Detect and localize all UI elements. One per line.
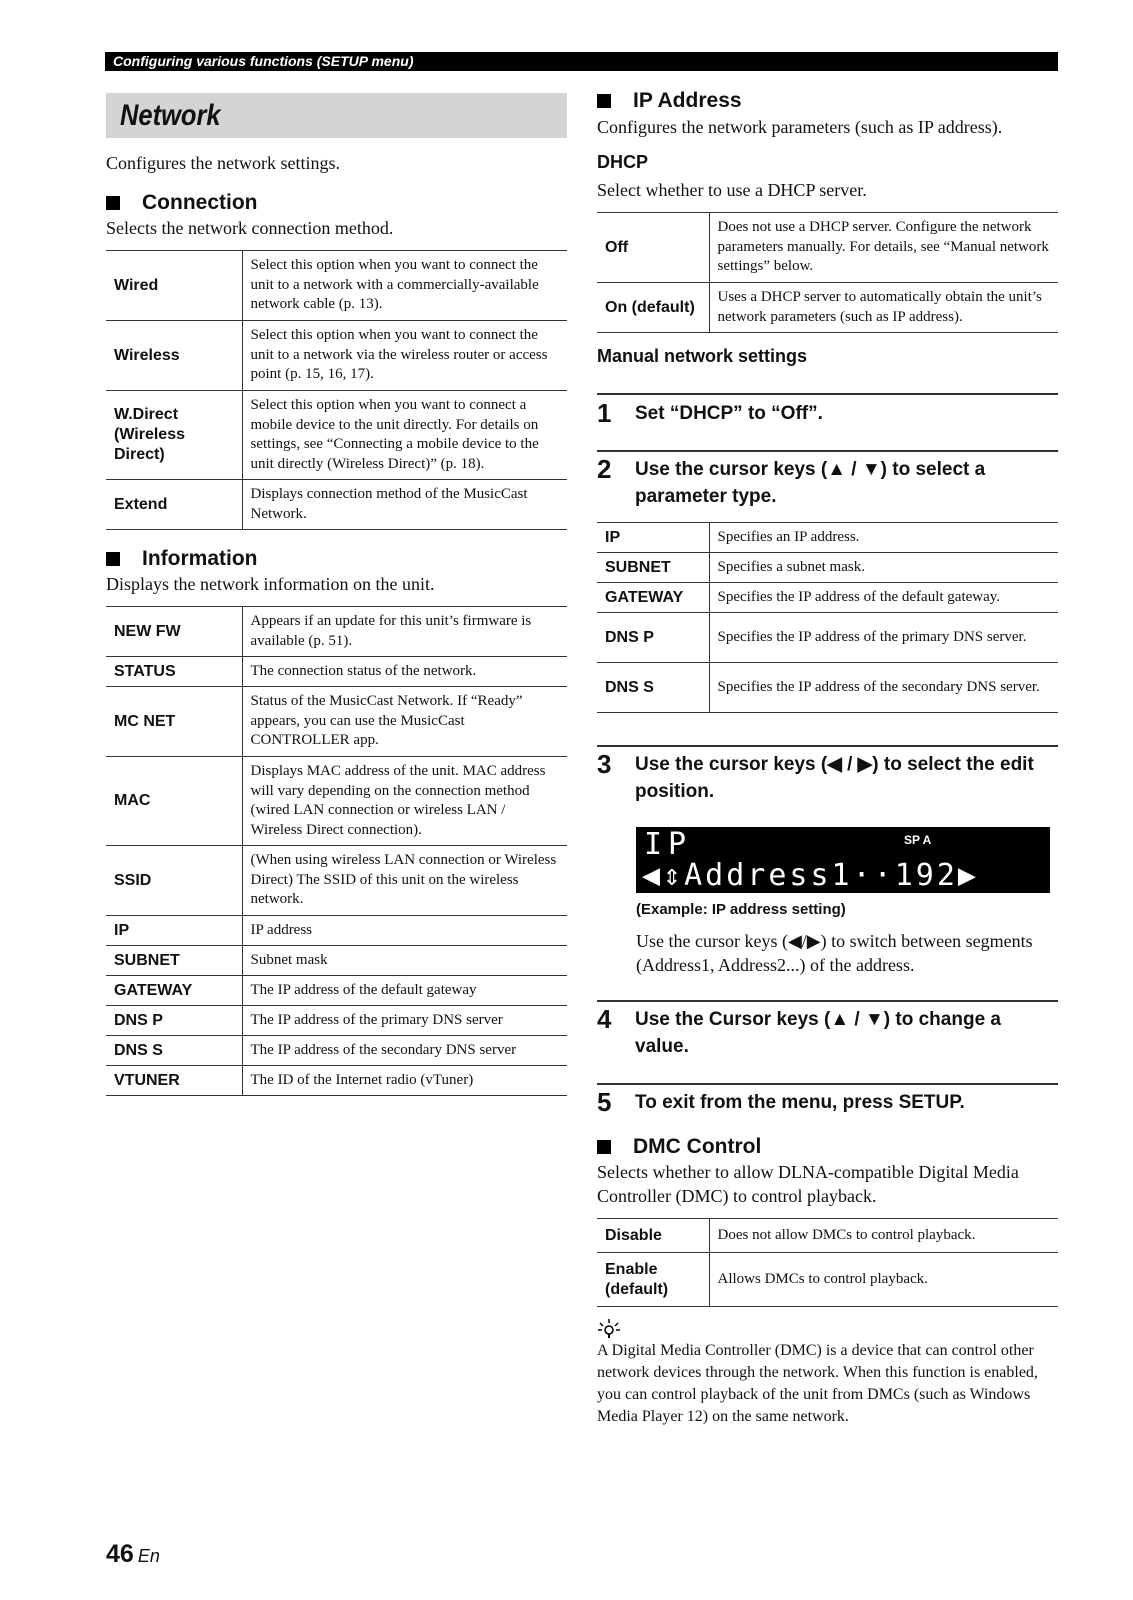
- option-value: Does not allow DMCs to control playback.: [717, 1226, 976, 1243]
- square-bullet-icon: [597, 94, 611, 108]
- table-row: [106, 1036, 567, 1066]
- option-value: (When using wireless LAN connection or Wireless Direct) The SSID of this unit on the wireless network.: [250, 852, 557, 908]
- step-5: [597, 1089, 1058, 1116]
- option-value: Displays MAC address of the unit. MAC address will vary depending on the connection method (wired LAN connection or wireless LAN / Wireless Direct connection).: [250, 763, 546, 838]
- step-divider: [597, 450, 1058, 452]
- option-value: Specifies the IP address of the primary DNS server.: [717, 628, 1027, 645]
- option-key: On (default): [597, 283, 709, 333]
- table-row: [597, 523, 1058, 553]
- option-value: The IP address of the secondary DNS server: [250, 1041, 517, 1058]
- option-key: Off: [597, 213, 709, 283]
- option-key: SUBNET: [106, 946, 242, 976]
- option-value: Displays connection method of the MusicCast Network.: [250, 486, 528, 522]
- option-key: DNS P: [106, 1006, 242, 1036]
- option-value: Does not use a DHCP server. Configure the network parameters manually. For details, see “Manual network settings” below.: [717, 219, 1049, 275]
- ip-address-description: Configures the network parameters (such as IP address).: [597, 117, 1003, 137]
- speaker-indicator: SP A: [904, 833, 932, 847]
- step-3-note: Use the cursor keys (◀/▶) to switch between segments (Address1, Address2...) of the address.: [636, 931, 1033, 975]
- table-row: [106, 391, 567, 480]
- step-4: [597, 1006, 1058, 1060]
- table-row: [597, 1219, 1058, 1253]
- option-key: Disable: [597, 1219, 709, 1253]
- table-row: [106, 480, 567, 530]
- table-row: [106, 607, 567, 657]
- step-text: Use the Cursor keys (▲ / ▼) to change a value.: [635, 1009, 1001, 1057]
- option-value: Specifies the IP address of the default gateway.: [717, 588, 1001, 605]
- option-value: Subnet mask: [250, 951, 328, 968]
- option-key: DNS P: [597, 613, 709, 663]
- connection-description: Selects the network connection method.: [106, 218, 394, 238]
- option-key: VTUNER: [106, 1066, 242, 1096]
- manual-settings-heading: Manual network settings: [597, 346, 808, 366]
- step-text: To exit from the menu, press SETUP.: [635, 1092, 965, 1113]
- option-value: Status of the MusicCast Network. If “Ready” appears, you can use the MusicCast CONTROLLER app.: [250, 693, 523, 749]
- option-value: The IP address of the primary DNS server: [250, 1011, 503, 1028]
- option-value: Allows DMCs to control playback.: [717, 1270, 928, 1287]
- display-line-1: IP: [644, 827, 693, 862]
- option-key: DNS S: [106, 1036, 242, 1066]
- table-row: [106, 757, 567, 846]
- option-value: Appears if an update for this unit’s firmware is available (p. 51).: [250, 613, 532, 649]
- table-row: [597, 1253, 1058, 1307]
- page-title: Network: [106, 93, 567, 138]
- dmc-hint-text: A Digital Media Controller (DMC) is a device that can control other network devices through the network. When this function is enabled, you can control playback of the unit from DMCs (such as Windows Media Player 12) on the same network.: [597, 1342, 1038, 1425]
- display-line-2: ◀⇕Address1··192▶: [642, 858, 979, 893]
- option-key: GATEWAY: [597, 583, 709, 613]
- option-key: NEW FW: [106, 607, 242, 657]
- option-key: GATEWAY: [106, 976, 242, 1006]
- step-divider: [597, 745, 1058, 747]
- step-number: 1: [597, 398, 612, 428]
- option-key: W.Direct (Wireless Direct): [106, 391, 242, 480]
- table-row: [106, 321, 567, 391]
- option-key: Wired: [106, 251, 242, 321]
- table-row: [106, 846, 567, 916]
- option-key: SSID: [106, 846, 242, 916]
- option-key: STATUS: [106, 657, 242, 687]
- step-2: [597, 456, 1058, 510]
- table-row: [106, 657, 567, 687]
- information-heading: Information: [106, 546, 258, 572]
- table-row: [106, 1006, 567, 1036]
- option-value: Specifies an IP address.: [717, 528, 860, 545]
- table-row: [597, 283, 1058, 333]
- square-bullet-icon: [597, 1140, 611, 1154]
- option-key: SUBNET: [597, 553, 709, 583]
- square-bullet-icon: [106, 196, 120, 210]
- step-number: 4: [597, 1004, 612, 1034]
- table-row: [106, 946, 567, 976]
- dmc-heading: DMC Control: [597, 1134, 761, 1160]
- table-row: [597, 553, 1058, 583]
- front-panel-display: [636, 827, 1050, 893]
- step-3: [597, 751, 1058, 805]
- dhcp-table: [597, 212, 1058, 333]
- step-text: Use the cursor keys (▲ / ▼) to select a parameter type.: [635, 459, 986, 507]
- parameter-table: [597, 522, 1058, 713]
- step-number: 2: [597, 454, 612, 484]
- square-bullet-icon: [106, 552, 120, 566]
- section-header-bar: Configuring various functions (SETUP menu): [105, 52, 1058, 71]
- page-number: 46 En: [106, 1540, 160, 1568]
- example-caption: (Example: IP address setting): [636, 901, 846, 918]
- option-key: Enable (default): [597, 1253, 709, 1307]
- step-1: [597, 400, 1058, 427]
- step-text: Use the cursor keys (◀ / ▶) to select the edit position.: [635, 754, 1034, 802]
- dhcp-description: Select whether to use a DHCP server.: [597, 180, 867, 200]
- information-description: Displays the network information on the unit.: [106, 574, 435, 594]
- network-description: Configures the network settings.: [106, 153, 340, 173]
- dhcp-heading: DHCP: [597, 152, 649, 172]
- step-number: 5: [597, 1087, 612, 1117]
- ip-address-heading: IP Address: [597, 88, 742, 114]
- option-value: Uses a DHCP server to automatically obtain the unit’s network parameters (such as IP address).: [717, 289, 1042, 325]
- option-key: Wireless: [106, 321, 242, 391]
- table-row: [597, 213, 1058, 283]
- connection-table: [106, 250, 567, 530]
- table-row: [597, 663, 1058, 713]
- step-divider: [597, 1083, 1058, 1085]
- table-row: [597, 583, 1058, 613]
- table-row: [106, 916, 567, 946]
- option-value: The connection status of the network.: [250, 662, 477, 679]
- dmc-description: Selects whether to allow DLNA-compatible Digital Media Controller (DMC) to control playback.: [597, 1162, 1019, 1206]
- option-key: MAC: [106, 757, 242, 846]
- step-divider: [597, 1000, 1058, 1002]
- option-value: Select this option when you want to connect the unit to a network with a commercially-available network cable (p. 13).: [250, 257, 539, 313]
- option-key: IP: [106, 916, 242, 946]
- step-number: 3: [597, 749, 612, 779]
- option-value: Select this option when you want to connect a mobile device to the unit directly. For details on settings, see “Connecting a mobile device to the unit directly (Wireless Direct)” (p. 18).: [250, 397, 539, 472]
- option-key: MC NET: [106, 687, 242, 757]
- option-value: The IP address of the default gateway: [250, 981, 477, 998]
- information-table: [106, 606, 567, 1096]
- step-text: Set “DHCP” to “Off”.: [635, 403, 823, 424]
- option-value: IP address: [250, 921, 313, 938]
- option-key: IP: [597, 523, 709, 553]
- option-key: DNS S: [597, 663, 709, 713]
- option-value: Specifies the IP address of the secondary DNS server.: [717, 678, 1040, 695]
- table-row: [106, 1066, 567, 1096]
- table-row: [597, 613, 1058, 663]
- step-divider: [597, 393, 1058, 395]
- table-row: [106, 687, 567, 757]
- table-row: [106, 251, 567, 321]
- option-key: Extend: [106, 480, 242, 530]
- hint-lightbulb-icon: [597, 1318, 621, 1340]
- option-value: Select this option when you want to connect the unit to a network via the wireless router or access point (p. 15, 16, 17).: [250, 327, 548, 383]
- table-row: [106, 976, 567, 1006]
- option-value: The ID of the Internet radio (vTuner): [250, 1071, 474, 1088]
- connection-heading: Connection: [106, 190, 258, 216]
- dmc-table: [597, 1218, 1058, 1307]
- option-value: Specifies a subnet mask.: [717, 558, 865, 575]
